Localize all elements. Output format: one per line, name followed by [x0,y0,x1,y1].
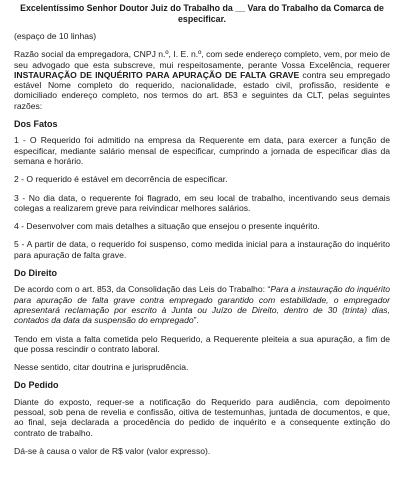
request-paragraph: Diante do exposto, requer-se a notificação do Requerido para audiência, com depoimento pessoal, sob pena de revelia e confissão, oitiva de testemunhas, juntada de documentos, e que, ao final, seja declarada a procedência do pedido de inquérito e a consequente extinção do contrato de trabalho. [14,396,390,438]
fact-item: 2 - O requerido é estável em decorrência de especificar. [14,174,228,185]
section-title-request: Do Pedido [14,380,59,391]
intro-paragraph [14,49,390,111]
law-quote-text: Para a instauração do inquérito para apuração de falta grave contra empregado garantido com estabilidade, o empregador apresentará reclamação por escrito à Junta ou Juízo de Direito, dentro de 30 (trinta) dias, contados da data da suspensão do empregado [14,284,391,326]
fact-item: 5 - A partir de data, o requerido foi suspenso, como medida inicial para a instauração do inquérito para apuração de falta grave. [14,239,390,260]
section-title-law: Do Direito [14,268,58,279]
case-value-paragraph: Dá-se à causa o valor de R$ valor (valor expresso). [14,445,211,456]
section-title-facts: Dos Fatos [14,119,58,130]
fact-item: 1 - O Requerido foi admitido na empresa da Requerente em data, para exercer a função de especificar, mediante salário mensal de especificar, cumprindo a jornada de especificar dias da semana e horário. [14,135,390,166]
intro-text-start: Razão social da empregadora, CNPJ n.º, I. E. n.º, com sede endereço completo, vem, por meio de seu advogado que esta subscreve, mui respeitosamente, perante Vossa Excelência, requerer [14,49,390,70]
law-paragraph: Nesse sentido, citar doutrina e jurisprudência. [14,362,189,373]
fact-item: 4 - Desenvolver com mais detalhes a situação que ensejou o presente inquérito. [14,221,320,232]
law-paragraph-quote [14,284,390,325]
spacing-note: (espaço de 10 linhas) [14,31,97,41]
law-quote-close: ”. [193,315,199,326]
law-paragraph: Tendo em vista a falta cometida pelo Requerido, a Requerente pleiteia a sua apuração, a fim de que possa rescindir o contrato laboral. [14,333,390,354]
law-quote-intro: De acordo com o art. 853, da Consolidação das Leis do Trabalho: “ [14,284,271,295]
intro-bold-request: INSTAURAÇÃO DE INQUÉRITO PARA APURAÇÃO DE FALTA GRAVE [14,69,300,80]
fact-item: 3 - No dia data, o requerente foi flagrado, em seu local de trabalho, incentivando seus demais colegas a realizarem greve para reivindicar melhores salários. [14,192,390,213]
intro-text-end: contra seu empregado estável Nome completo do requerido, nacionalidade, estado civil, profissão, residente e domiciliado endereço completo, nos termos do art. 853 e seguintes da CLT, pelas seguintes razões: [14,69,390,111]
document-header: Excelentíssimo Senhor Doutor Juiz do Trabalho da __ Vara do Trabalho da Comarca de especificar. [20,3,384,24]
